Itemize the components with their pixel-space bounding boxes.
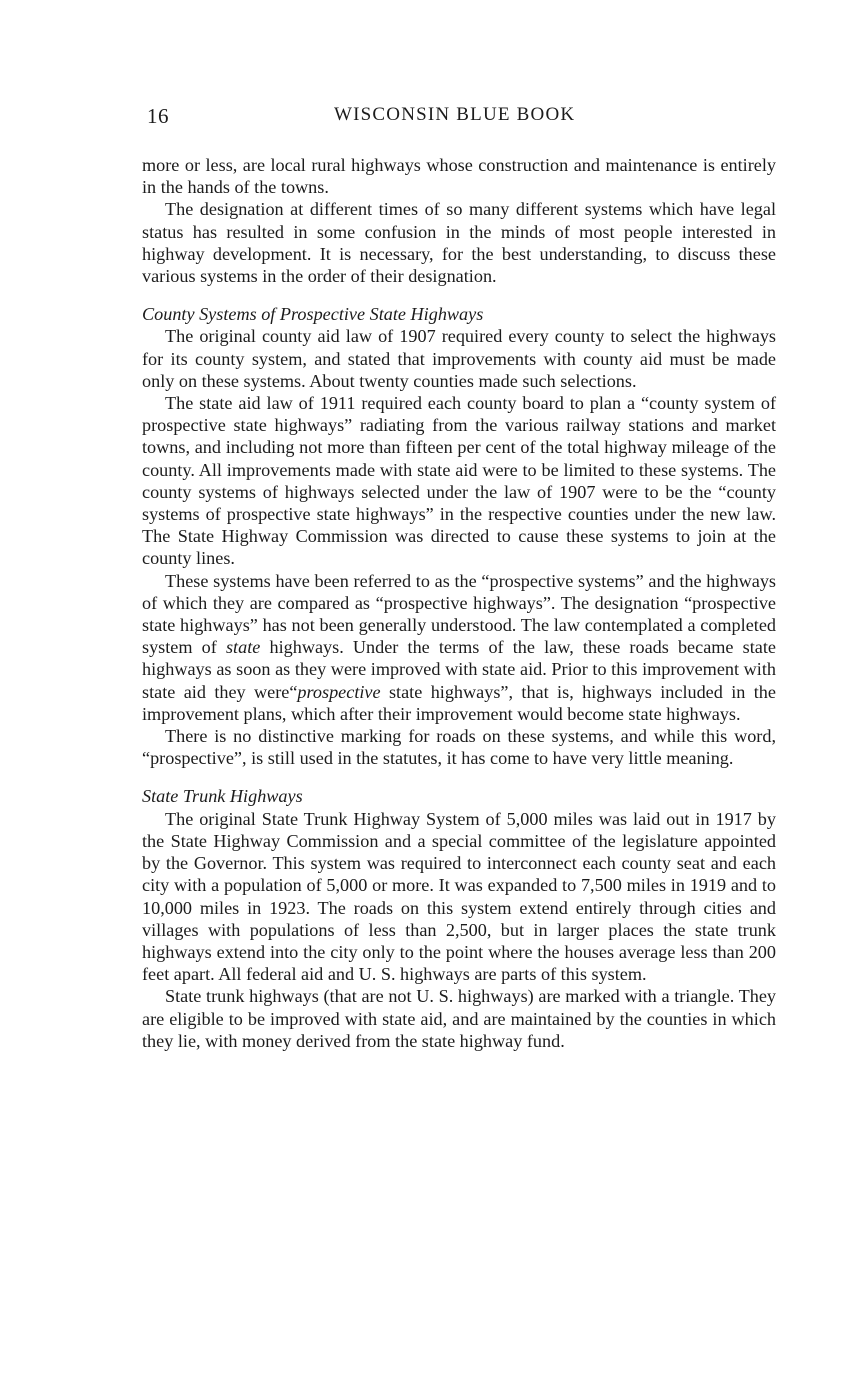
prospective-text-c: state highways”, that is, highways included in the improvement plans, which after their improvement would become state highways.	[142, 681, 776, 724]
section-heading-state-trunk-highways: State Trunk Highways	[142, 786, 303, 807]
paragraph-intro-continuation: more or less, are local rural highways whose construction and maintenance is entirely in the hands of the towns.	[142, 155, 776, 198]
book-title: WISCONSIN BLUE BOOK	[334, 104, 576, 125]
paragraph-prospective-systems	[142, 570, 776, 725]
paragraph-designation: The designation at different times of so many different systems which have legal status has resulted in some confusion in the minds of most people interested in highway development. It is necessary, for the best understanding, to discuss these various systems in the order of their designation.	[142, 199, 776, 287]
paragraph-state-aid-law-1911: The state aid law of 1911 required each county board to plan a “county system of prospective state highways” radiating from the various railway stations and market towns, and including not more than fifteen per cent of the total highway mileage of the county. All improvements made with state aid were to be limited to these systems. The county systems of highways selected under the law of 1907 were to be the “county systems of prospective state highways” in the respective counties under the new law. The State Highway Commission was directed to cause these systems to join at the county lines.	[142, 393, 776, 569]
prospective-text-a: These systems have been referred to as the “prospective systems” and the highways of which they are compared as “prospective highways”. The designation “prospective state highways” has not been generally understood. The law contemplated a completed system of	[142, 570, 776, 658]
running-head	[147, 104, 777, 130]
paragraph-no-distinctive-marking: There is no distinctive marking for roads on these systems, and while this word, “prospective”, is still used in the statutes, it has come to have very little meaning.	[142, 726, 776, 769]
prospective-text-b: highways. Under the terms of the law, these roads became state highways as soon as they were improved with state aid. Prior to this improvement with state aid they were“	[142, 637, 776, 702]
emphasis-state: state	[225, 637, 261, 658]
page-number: 16	[147, 104, 169, 128]
emphasis-prospective: prospective	[297, 681, 381, 702]
paragraph-trunk-marking: State trunk highways (that are not U. S. highways) are marked with a triangle. They are eligible to be improved with state aid, and are maintained by the counties in which they lie, with money derived from the state highway fund.	[142, 986, 776, 1051]
paragraph-trunk-system-1917: The original State Trunk Highway System of 5,000 miles was laid out in 1917 by the State Highway Commission and a special committee of the legislature appointed by the Governor. This system was required to interconnect each county seat and each city with a population of 5,000 or more. It was expanded to 7,500 miles in 1919 and to 10,000 miles in 1923. The roads on this system extend entirely through cities and villages with populations of less than 2,500, but in larger places the state trunk highways extend into the city only to the point where the houses average less than 200 feet apart. All federal aid and U. S. highways are parts of this system.	[142, 808, 776, 985]
paragraph-county-aid-law-1907: The original county aid law of 1907 required every county to select the highways for its county system, and stated that improvements with county aid must be made only on these systems. About twenty counties made such selections.	[142, 326, 776, 391]
body-text	[142, 154, 776, 1052]
section-heading-county-systems: County Systems of Prospective State Highways	[142, 304, 484, 325]
